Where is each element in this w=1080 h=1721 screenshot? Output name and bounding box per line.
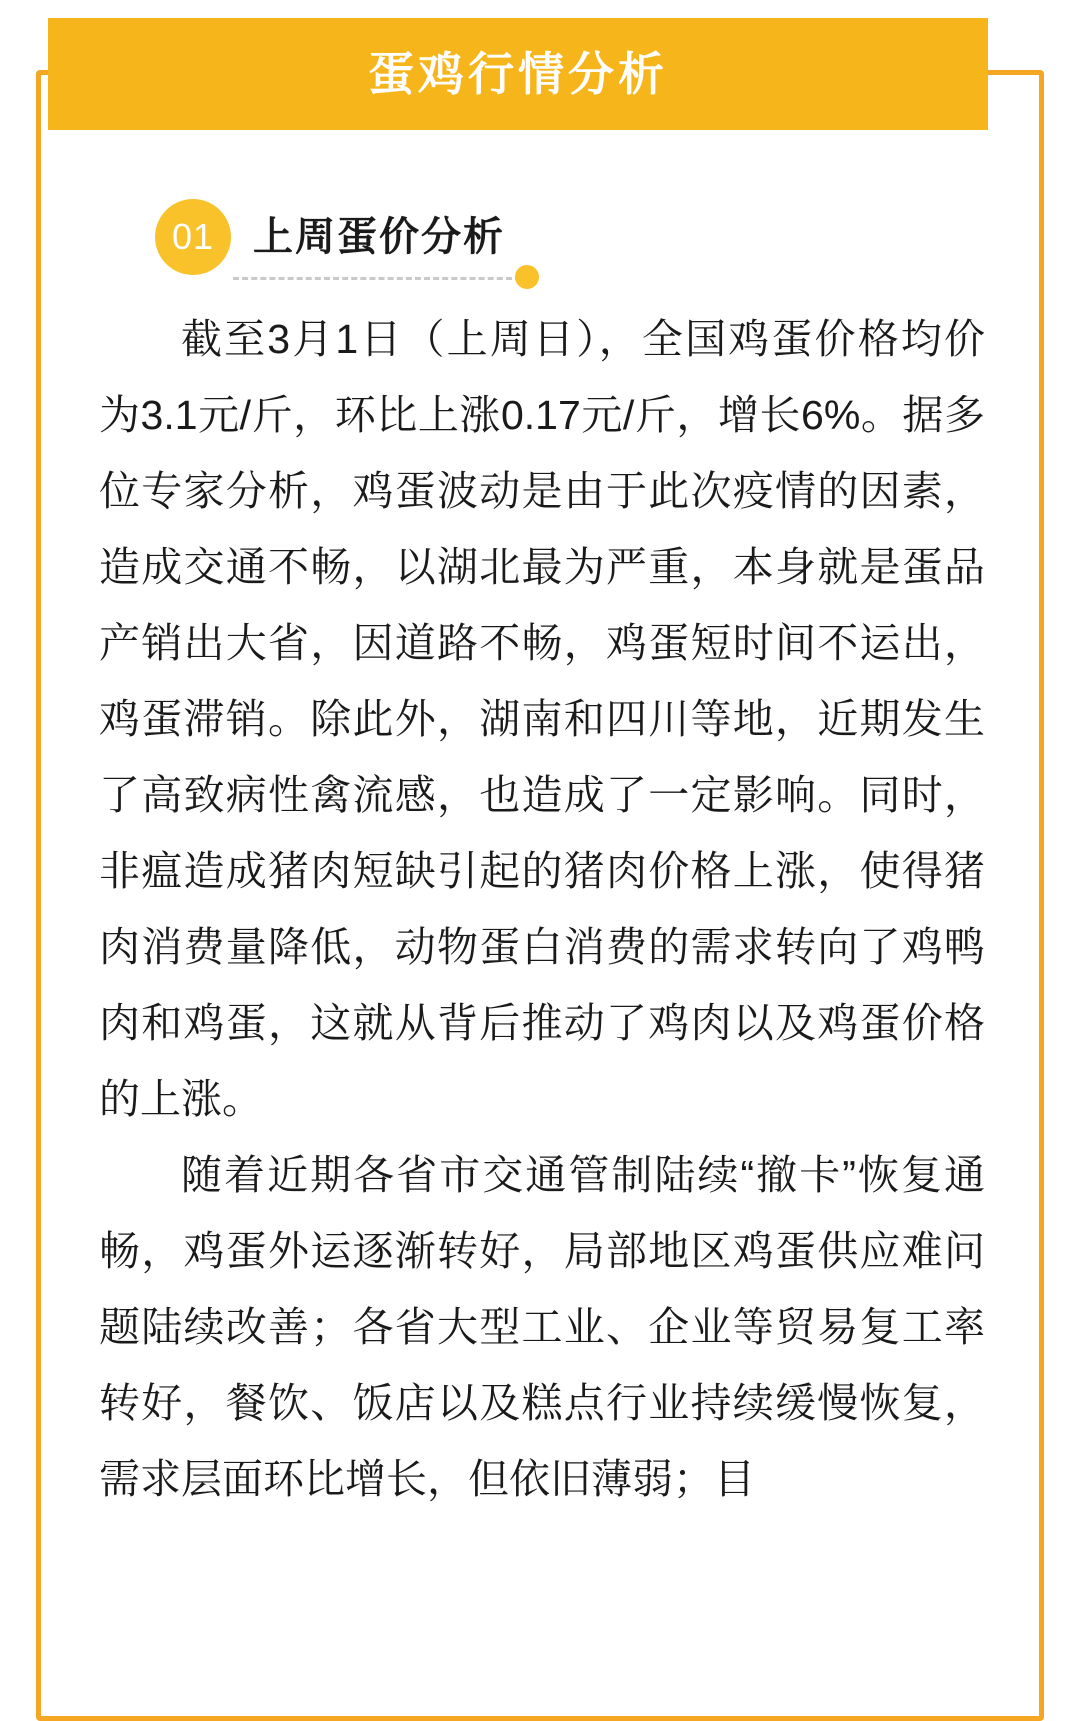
article-content	[41, 135, 1039, 1664]
paragraph-1: 截至3月1日（上周日），全国鸡蛋价格均价为3.1元/斤，环比上涨0.17元/斤，增长6%。据多位专家分析，鸡蛋波动是由于此次疫情的因素，造成交通不畅，以湖北最为严重，本身就是蛋品产销出大省，因道路不畅，鸡蛋短时间不运出，鸡蛋滞销。除此外，湖南和四川等地，近期发生了高致病性禽流感，也造成了一定影响。同时，非瘟造成猪肉短缺引起的猪肉价格上涨，使得猪肉消费量降低，动物蛋白消费的需求转向了鸡鸭肉和鸡蛋，这就从背后推动了鸡肉以及鸡蛋价格的上涨。	[99, 316, 985, 1122]
paragraph-2: 随着近期各省市交通管制陆续“撤卡”恢复通畅，鸡蛋外运逐渐转好，局部地区鸡蛋供应难问题陆续改善；各省大型工业、企业等贸易复工率转好，餐饮、饭店以及糕点行业持续缓慢恢复，需求层面环比增长，但依旧薄弱；目	[99, 1152, 985, 1502]
divider-end-dot-icon	[515, 265, 539, 289]
header-banner	[48, 18, 988, 130]
page-title: 蛋鸡行情分析	[368, 48, 668, 100]
section-heading	[87, 191, 993, 301]
dotted-divider	[233, 277, 521, 280]
section-number-badge: 01	[155, 199, 231, 275]
section-title: 上周蛋价分析	[253, 215, 505, 259]
article-page	[36, 18, 1044, 1721]
